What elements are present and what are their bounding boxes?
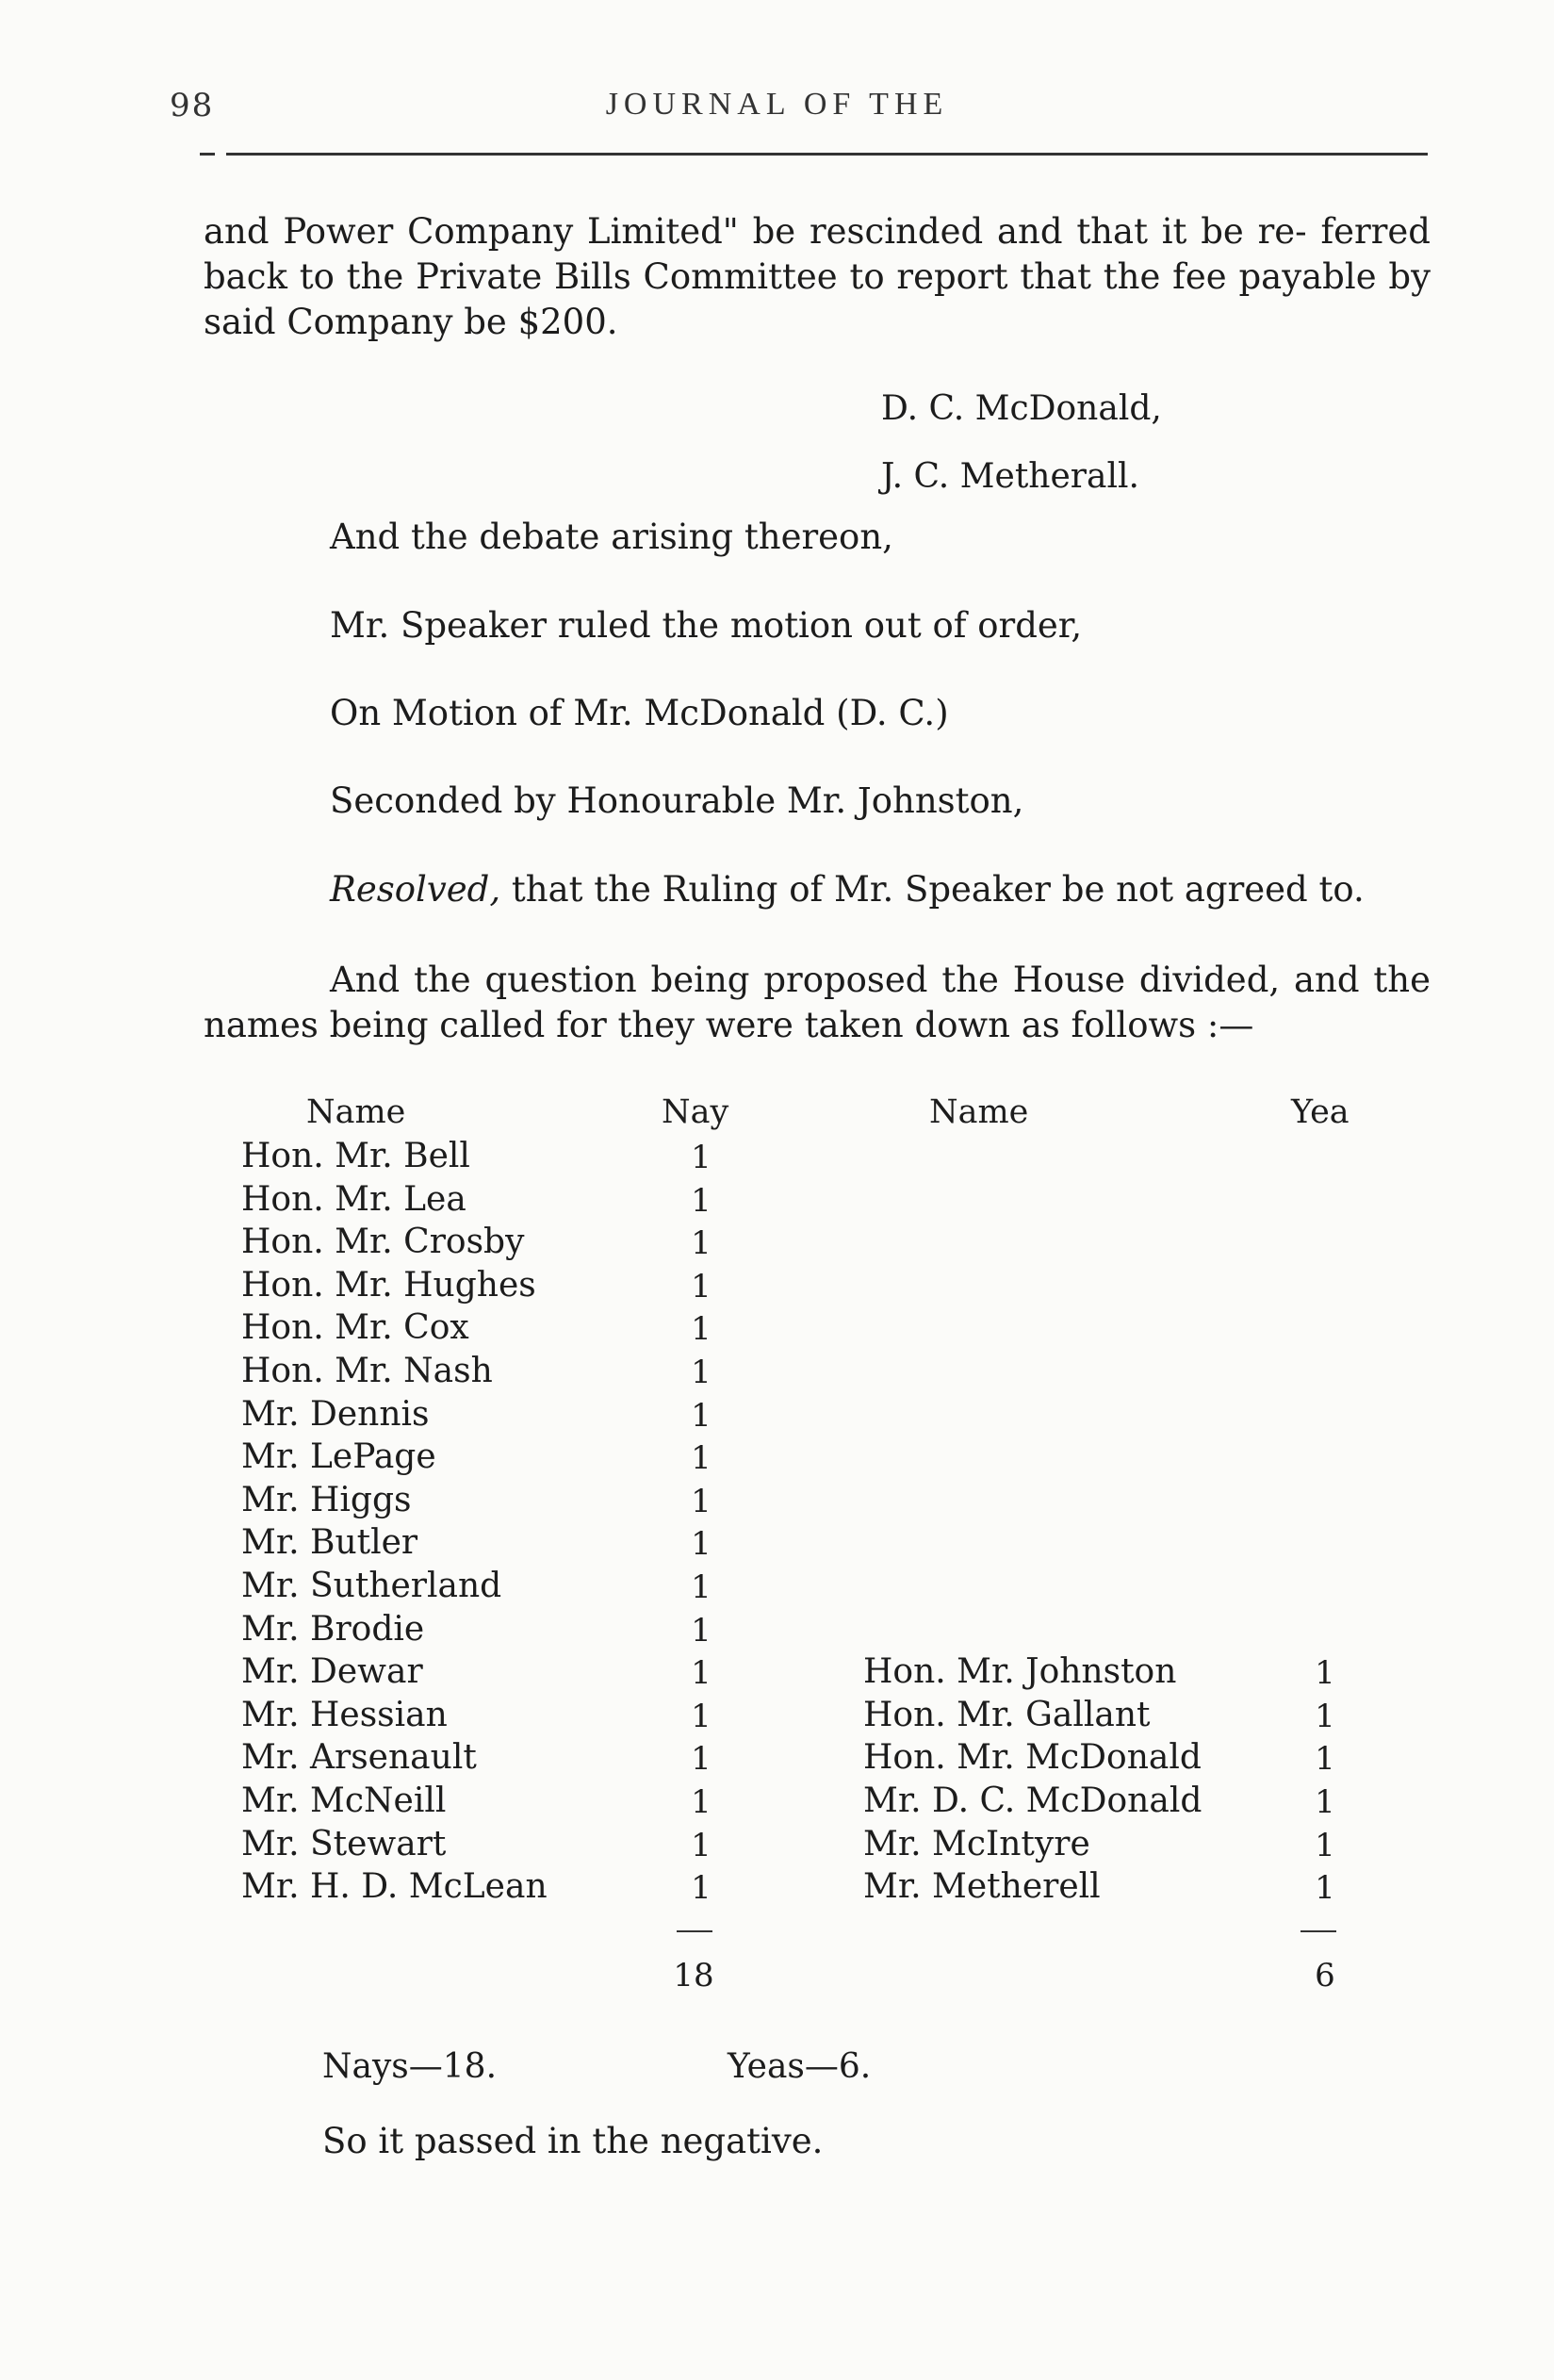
resolved-text: that the Ruling of Mr. Speaker be not agreed to. [500,869,1365,910]
seconded-line: Seconded by Honourable Mr. Johnston, [330,780,1024,821]
nay-voter-name: Hon. Mr. Crosby [241,1223,525,1262]
nay-voter-name: Mr. Hessian [241,1695,448,1734]
page-header [0,87,1554,134]
nay-voter-name: Mr. Arsenault [241,1738,477,1778]
yeas-result: Yeas—6. [728,2047,872,2086]
yea-vote: 1 [1315,1654,1335,1693]
nay-voter-name: Mr. Dewar [241,1652,423,1692]
yea-voter-name: Mr. McIntyre [863,1824,1090,1863]
nay-vote: 1 [691,1611,712,1650]
nay-vote: 1 [691,1654,712,1693]
yea-voter-name: Mr. Metherell [863,1867,1101,1907]
yea-total: 6 [1315,1957,1335,1994]
yea-voter-name: Hon. Mr. Johnston [863,1652,1177,1692]
header-rule [226,153,1428,156]
nay-voter-name: Hon. Mr. Nash [241,1352,493,1390]
nays-result: Nays—18. [322,2047,498,2086]
nay-voter-name: Hon. Mr. Bell [241,1137,470,1175]
nay-vote: 1 [691,1740,712,1779]
nay-vote: 1 [691,1396,712,1435]
nay-voter-name: Mr. Stewart [241,1824,447,1863]
nay-voter-name: Mr. Higgs [241,1480,412,1519]
nay-voter-name: Mr. Butler [241,1523,418,1563]
nay-voter-name: Mr. Brodie [241,1609,425,1649]
nay-voter-name: Mr. LePage [241,1437,436,1477]
nay-name-header: Name [306,1093,406,1131]
nay-voter-name: Mr. Sutherland [241,1567,502,1605]
signer-name: J. C. Metherall. [881,457,1139,496]
nay-vote: 1 [691,1697,712,1735]
page-number: 98 [170,87,215,124]
debate-line: And the debate arising thereon, [330,517,893,557]
nay-total: 18 [673,1957,714,1994]
yea-vote: 1 [1315,1826,1335,1864]
signers-block [881,375,1162,511]
yea-vote: 1 [1315,1740,1335,1779]
resolved-line [330,869,1365,910]
nay-vote: 1 [691,1482,712,1520]
nay-voter-name: Hon. Mr. Lea [241,1179,466,1219]
nay-header: Nay [662,1093,729,1131]
nay-voter-name: Mr. H. D. McLean [241,1867,548,1907]
yea-vote: 1 [1315,1697,1335,1735]
yea-vote: 1 [1315,1783,1335,1821]
nay-vote: 1 [691,1826,712,1864]
nay-vote: 1 [691,1869,712,1908]
header-rule-tick [200,153,215,156]
yea-voter-name: Hon. Mr. McDonald [863,1738,1202,1778]
yea-sum-rule [1300,1930,1336,1932]
conclusion-line: So it passed in the negative. [322,2121,824,2161]
yea-voter-name: Mr. D. C. McDonald [863,1781,1202,1820]
nay-vote: 1 [691,1267,712,1305]
nay-vote: 1 [691,1139,712,1176]
nay-vote: 1 [691,1439,712,1478]
resolved-word: Resolved, [330,869,501,910]
yea-header: Yea [1291,1093,1350,1131]
continuation-paragraph: and Power Company Limited" be rescinded and that it be re- ferred back to the Private Bills Committee to report that the fee payable by said Company be $200. [204,211,1431,342]
nay-vote: 1 [691,1568,712,1606]
running-title: JOURNAL OF THE [605,87,949,122]
nay-vote: 1 [691,1783,712,1821]
nay-vote: 1 [691,1310,712,1349]
nay-vote: 1 [691,1525,712,1564]
yea-name-header: Name [929,1093,1029,1131]
question-paragraph: And the question being proposed the House divided, and the names being called for they were taken down as follows :— [204,960,1431,1045]
nay-voter-name: Mr. McNeill [241,1781,447,1820]
nay-vote: 1 [691,1181,712,1220]
nay-vote: 1 [691,1224,712,1263]
ruling-line: Mr. Speaker ruled the motion out of order, [330,605,1083,646]
nay-sum-rule [677,1930,712,1932]
motion-line: On Motion of Mr. McDonald (D. C.) [330,693,949,733]
signer-name: D. C. McDonald, [881,389,1162,428]
nay-voter-name: Hon. Mr. Cox [241,1308,469,1348]
nay-voter-name: Hon. Mr. Hughes [241,1265,536,1305]
nay-voter-name: Mr. Dennis [241,1394,430,1434]
yea-voter-name: Hon. Mr. Gallant [863,1695,1151,1734]
nay-vote: 1 [691,1354,712,1391]
yea-vote: 1 [1315,1869,1335,1908]
